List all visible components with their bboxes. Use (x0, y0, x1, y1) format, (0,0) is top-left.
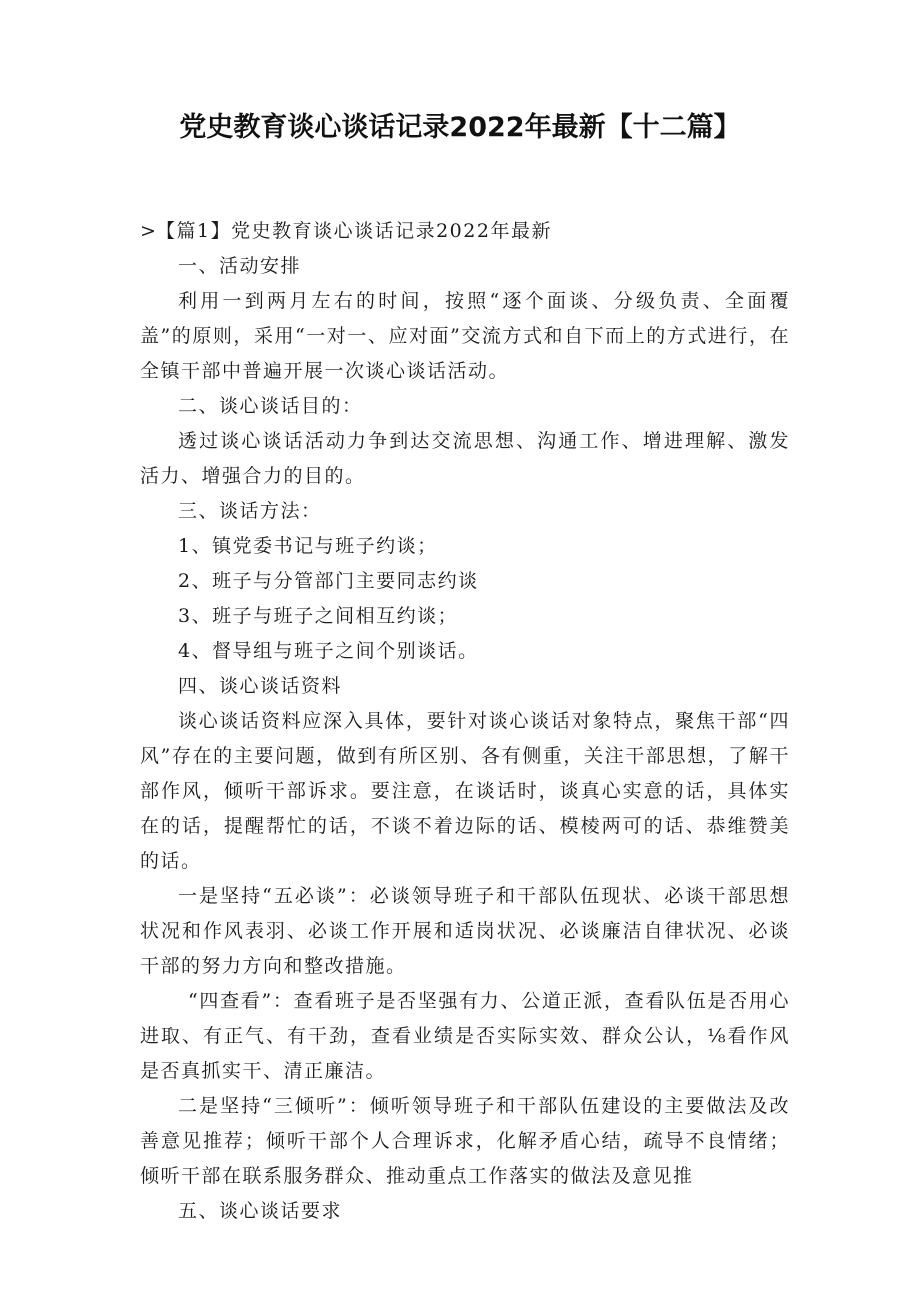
subheading-requirements: 五、谈心谈话要求 (178, 1200, 343, 1222)
paragraph-content: 谈心谈话资料应深入具体，要针对谈心谈话对象特点，聚焦干部“四风”存在的主要问题，做到有所区别、各有侧重，关注干部思想，了解干部作风，倾听干部诉求。要注意，在谈话时，谈真心实意的话，具体实在的话，提醒帮忙的话，不谈不着边际的话、模棱两可的话、恭维赞美的话。 (140, 710, 790, 872)
section-heading-line (140, 214, 790, 249)
paragraph-activity-arrangement: 利用一到两月左右的时间，按照“逐个面谈、分级负责、全面覆盖”的原则，采用“一对一、应对面”交流方式和自下而上的方式进行，在全镇干部中普遍开展一次谈心谈话活动。 (140, 290, 790, 382)
list-item-method-1: 1、镇党委书记与班子约谈； (178, 535, 438, 557)
subheading-content: 四、谈心谈话资料 (178, 675, 343, 697)
paragraph-purpose: 透过谈心谈话活动力争到达交流思想、沟通工作、增进理解、激发活力、增强合力的目的。 (140, 430, 790, 487)
document-body (140, 214, 790, 1229)
subheading-activity-arrangement: 一、活动安排 (178, 255, 302, 277)
subheading-purpose: 二、谈心谈话目的： (178, 395, 363, 417)
list-item-method-4: 4、督导组与班子之间个别谈话。 (178, 640, 479, 662)
paragraph-five-must-talks: 一是坚持“五必谈”：必谈领导班子和干部队伍现状、必谈干部思想状况和作风表羽、必谈工作开展和适岗状况、必谈廉洁自律状况、必谈干部的努力方向和整改措施。 (140, 885, 790, 977)
section-arrow-marker: > (140, 220, 158, 242)
subheading-method: 三、谈话方法： (178, 500, 322, 522)
list-item-method-3: 3、班子与班子之间相互约谈； (178, 605, 459, 627)
document-title: 党史教育谈心谈话记录2022年最新【十二篇】 (179, 112, 741, 143)
paragraph-three-listens: 二是坚持“三倾听”：倾听领导班子和干部队伍建设的主要做法及改善意见推荐；倾听干部个人合理诉求，化解矛盾心结，疏导不良情绪；倾听干部在联系服务群众、推动重点工作落实的做法及意见推 (140, 1095, 790, 1187)
paragraph-four-checks: “四查看”：查看班子是否坚强有力、公道正派，查看队伍是否用心进取、有正气、有干劲，查看业绩是否实际实效、群众公认，⅛看作风是否真抓实干、清正廉洁。 (140, 990, 790, 1082)
list-item-method-2: 2、班子与分管部门主要同志约谈 (178, 570, 479, 592)
section-heading: 【篇1】党史教育谈心谈话记录2022年最新 (156, 220, 552, 242)
